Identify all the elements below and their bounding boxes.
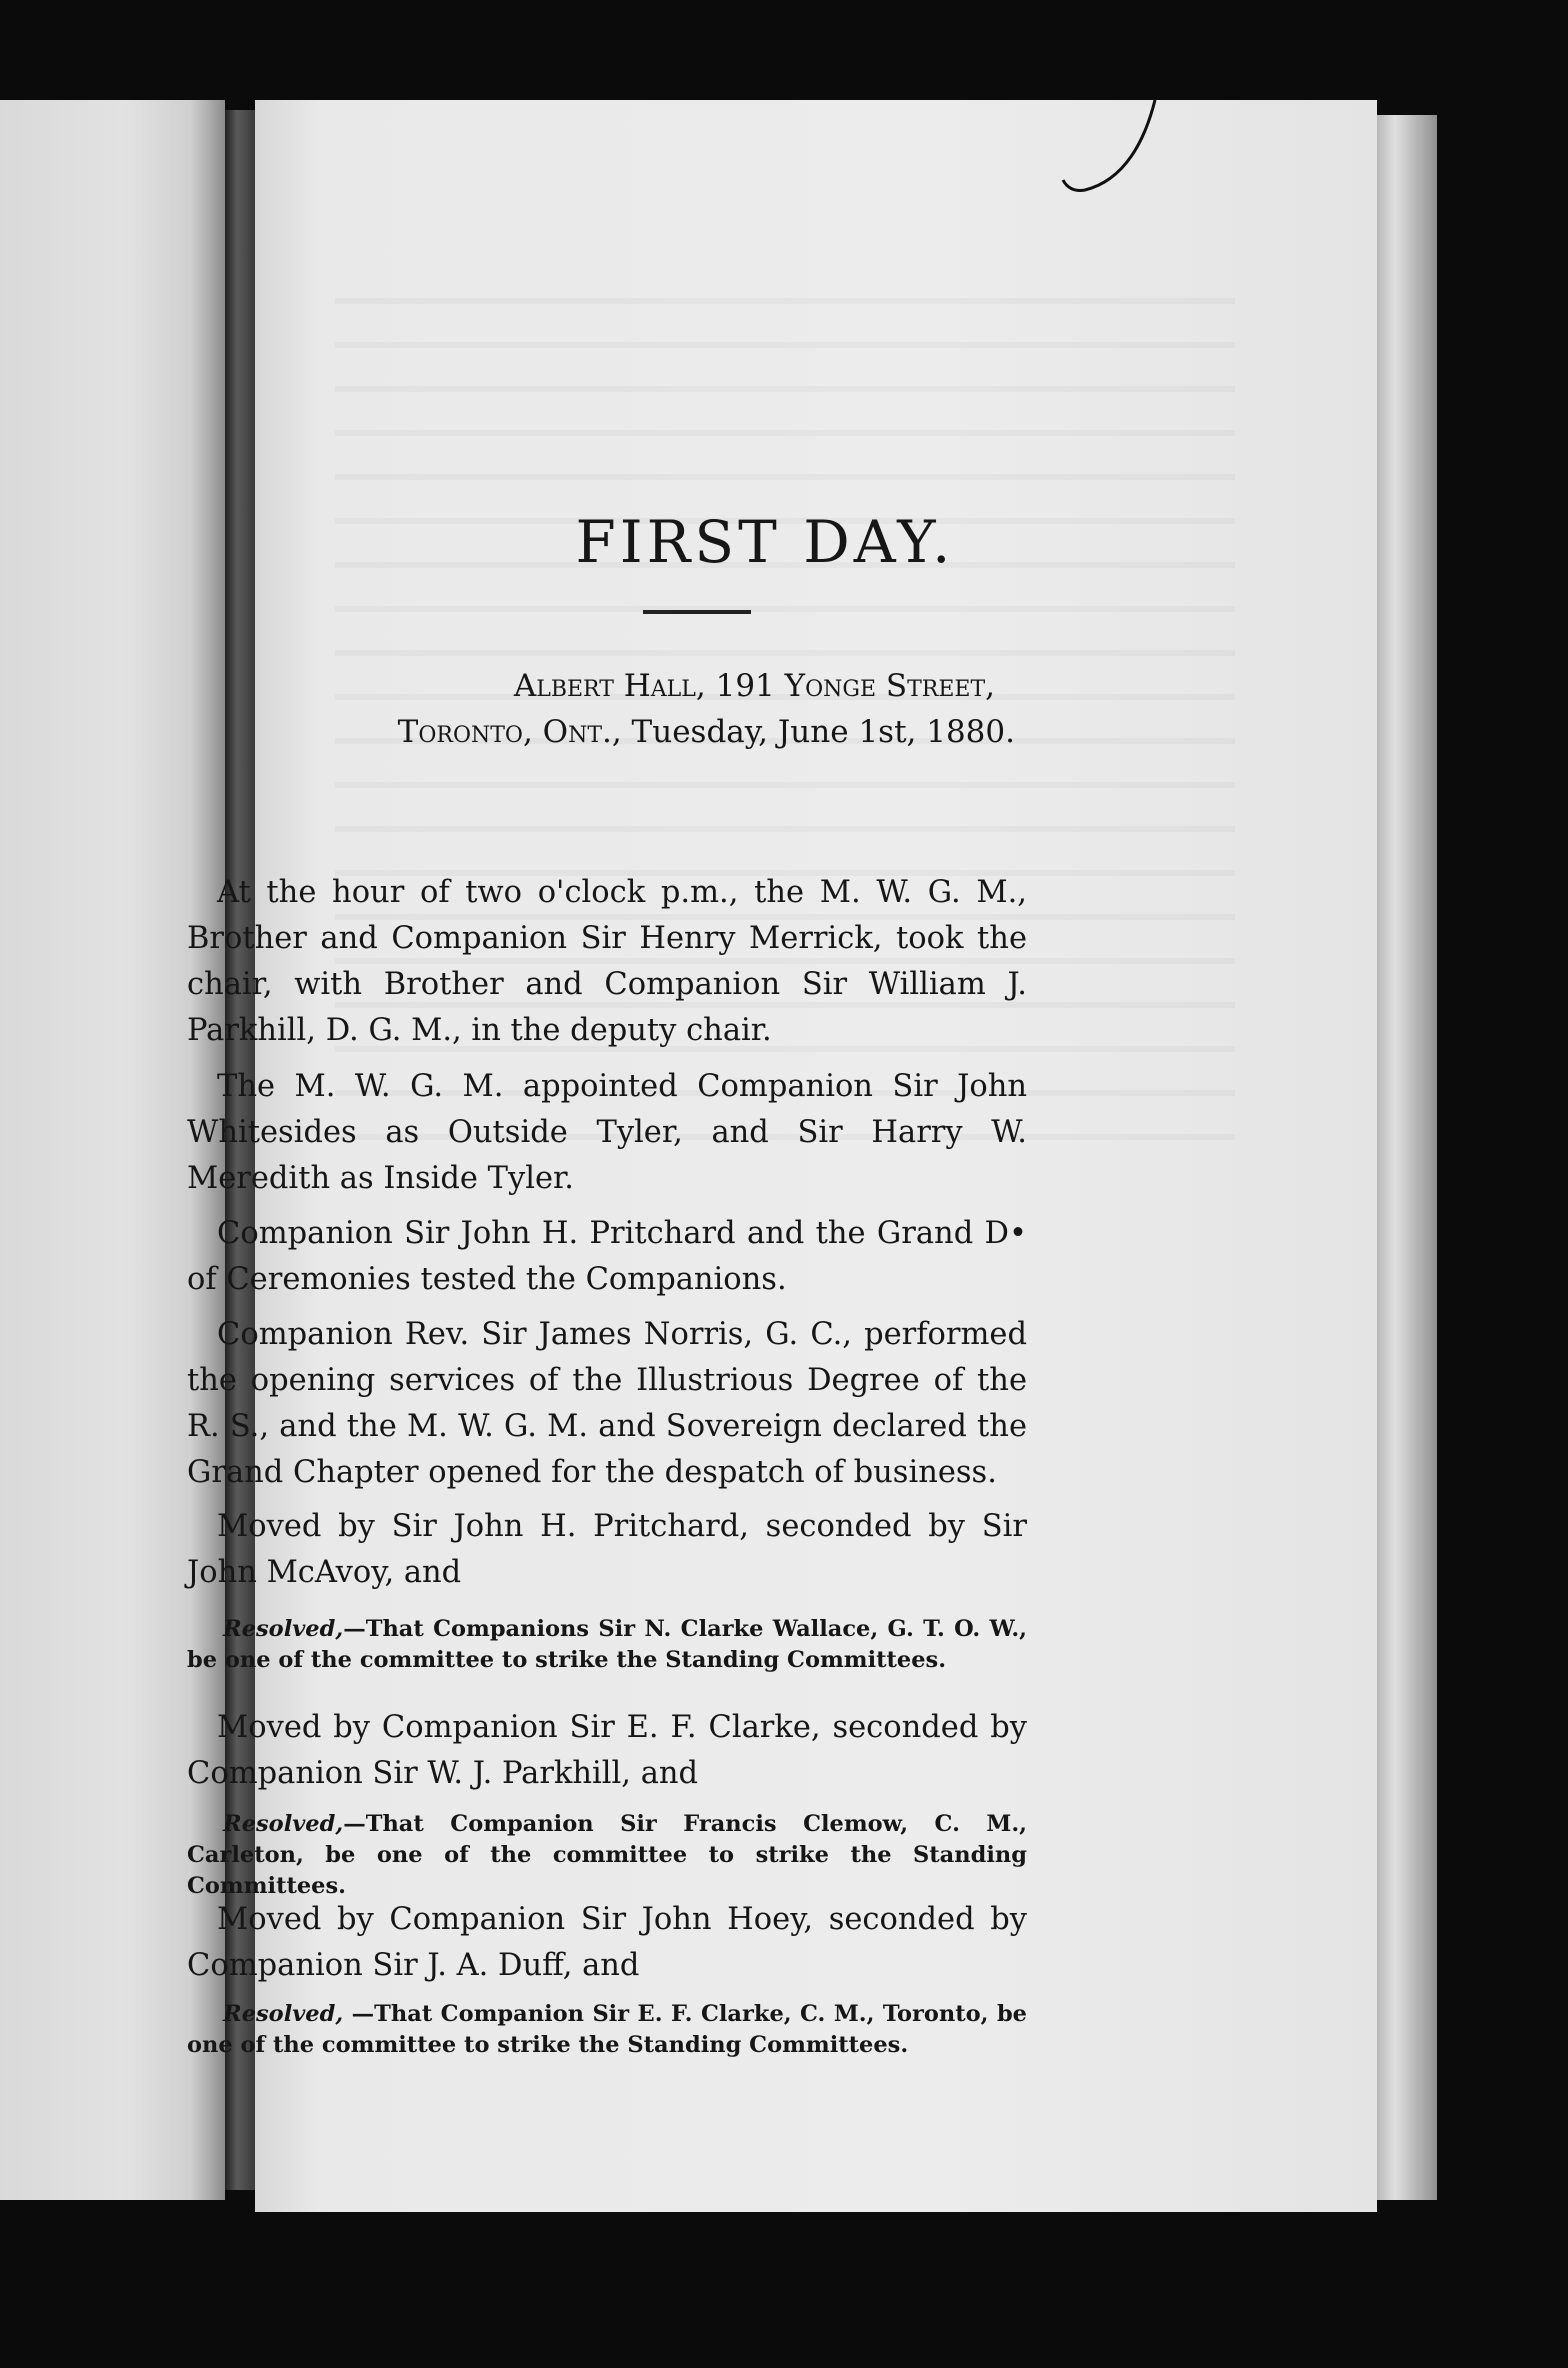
location-line: Albert Hall, 191 Yonge Street,: [513, 668, 995, 704]
paragraph-ceremonies: [187, 1211, 1027, 1303]
resolution-label: Resolved,: [223, 1811, 344, 1837]
page-block-edge: [1377, 115, 1437, 2200]
paragraph-opening: [187, 870, 1027, 1054]
resolution-2: [187, 1809, 1027, 1902]
resolution-label: Resolved,: [223, 2001, 344, 2027]
paragraph-tylers: [187, 1064, 1027, 1202]
paragraph-text: At the hour of two o'clock p.m., the M. W. G. M., Brother and Companion Sir Henry Merrick, took the chair, with Brother and Companion Sir William J. Parkhill, D. G. M., in the deputy chair.: [187, 875, 1027, 1048]
page-body: [187, 100, 1377, 2212]
resolution-text: —That Companion Sir Francis Clemow, C. M., Carleton, be one of the committee to strike the Standing Committees.: [187, 1811, 1027, 1899]
resolution-1: [187, 1614, 1027, 1676]
right-page: [187, 100, 1377, 2212]
resolution-label: Resolved,: [223, 1616, 344, 1642]
resolution-text: —That Companions Sir N. Clarke Wallace, G. T. O. W., be one of the committee to strike the Standing Committees.: [187, 1616, 1027, 1673]
resolution-3: [187, 1999, 1027, 2061]
paragraph-motion-2: [187, 1705, 1027, 1797]
paragraph-text: Moved by Sir John H. Pritchard, seconded by Sir John McAvoy, and: [187, 1509, 1027, 1590]
paragraph-text: Companion Rev. Sir James Norris, G. C., performed the opening services of the Illustrious Degree of the R. S., and the M. W. G. M. and Sovereign declared the Grand Chapter opened for the despatch of business.: [187, 1317, 1027, 1490]
resolution-text: —That Companion Sir E. F. Clarke, C. M., Toronto, be one of the committee to strike the Standing Committees.: [187, 2001, 1027, 2058]
paragraph-text: The M. W. G. M. appointed Companion Sir John Whitesides as Outside Tyler, and Sir Harry W. Meredith as Inside Tyler.: [187, 1069, 1027, 1196]
date-line-date: Tuesday, June 1st, 1880.: [621, 714, 1015, 750]
date-line: [335, 714, 1015, 750]
date-line-place: Toronto, Ont.,: [397, 714, 622, 750]
paragraph-text: Companion Sir John H. Pritchard and the Grand D• of Ceremonies tested the Companions.: [187, 1216, 1027, 1297]
paragraph-text: Moved by Companion Sir E. F. Clarke, seconded by Companion Sir W. J. Parkhill, and: [187, 1710, 1027, 1791]
pencil-mark: [1045, 100, 1205, 260]
paragraph-motion-1: [187, 1504, 1027, 1596]
page-title: FIRST DAY.: [575, 508, 955, 576]
paragraph-text: Moved by Companion Sir John Hoey, seconded by Companion Sir J. A. Duff, and: [187, 1902, 1027, 1983]
paragraph-motion-3: [187, 1897, 1027, 1989]
title-rule: [643, 610, 751, 614]
paragraph-opening-services: [187, 1312, 1027, 1496]
